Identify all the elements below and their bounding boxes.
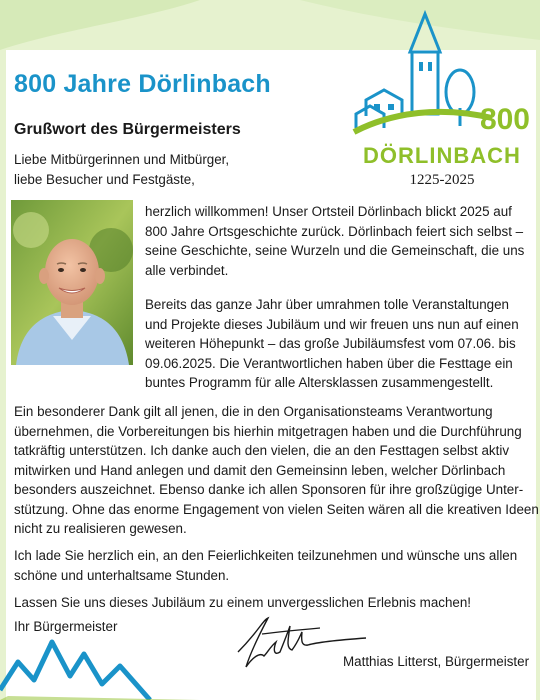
logo-years: 1225-2025 [409, 172, 475, 188]
text-line: 09.06.2025. Die Verantwortlichen haben über die Festtage ein [145, 355, 513, 371]
text-line: Bereits das ganze Jahr über umrahmen tolle Veranstaltungen [145, 297, 509, 312]
text-line: Ein besonderer Dank gilt all jenen, die in den Organisationsteams Verantwortung [14, 404, 493, 419]
text-line: nicht zu realisieren gewesen. [14, 521, 187, 536]
closing-phrase: Ihr Bürgermeister [14, 619, 118, 634]
text-line: weiteren Höhepunkt – das große Jubiläumsfest vom 07.06. bis [145, 336, 516, 351]
paragraph-thanks [14, 402, 539, 539]
text-line: stützung. Ohne das enorme Engagement von vielen Seiten wären all die kreativen Ideen [14, 501, 539, 517]
paragraph-welcome [145, 202, 524, 280]
text-line: und Projekte dieses Jubiläum und wir freuen uns nun auf einen [145, 316, 519, 332]
logo-number: 800 [479, 103, 530, 136]
text-line: alle verbindet. [145, 262, 229, 278]
text-line: buntes Programm für alle Altersklassen zusammengestellt. [145, 375, 494, 390]
letter-subtitle: Grußwort des Bürgermeisters [14, 121, 241, 138]
text-line: seine Geschichte, seine Wurzeln und die Gemeinschaft, die uns [145, 243, 525, 258]
text-line: mitwirken und Hand anlegen und damit den Gemeinsinn leben, welcher Dörlinbach [14, 462, 506, 478]
text-line: Ich lade Sie herzlich ein, an den Feierlichkeiten teilzunehmen und wünsche uns allen [14, 548, 518, 563]
page-title: 800 Jahre Dörlinbach [14, 70, 271, 98]
text-line: schöne und unterhaltsame Stunden. [14, 567, 230, 583]
doerlinbach-800-logo [352, 8, 532, 194]
text-line: herzlich willkommen! Unser Ortsteil Dörlinbach blickt 2025 auf [145, 204, 512, 219]
text-line: Lassen Sie uns dieses Jubiläum zu einem unvergesslichen Erlebnis machen! [14, 595, 472, 610]
greeting [14, 150, 229, 189]
text-line: tatkräftig unterstützen. Ich danke auch den vielen, die an den Festtagen selbst aktiv [14, 443, 510, 458]
text-line: 800 Jahre Ortsgeschichte zurück. Dörlinbach feiert sich selbst – [145, 223, 524, 239]
signer-name: Matthias Litterst, Bürgermeister [343, 654, 530, 669]
paragraph-closing-wish [14, 593, 471, 613]
text-line: übernehmen, die Vorbereitungen bis hierhin mitgetragen haben und die Durchführung [14, 423, 522, 439]
mountains-decoration [0, 620, 200, 700]
paragraph-events [145, 295, 519, 393]
greeting-line: Liebe Mitbürgerinnen und Mitbürger, [14, 152, 230, 167]
paragraph-invitation [14, 546, 517, 585]
text-line: besonders auszeichnet. Ebenso danke ich allen Sponsoren für ihre großzügige Unter- [14, 482, 524, 497]
greeting-line: liebe Besucher und Festgäste, [14, 171, 195, 187]
mayor-portrait-photo [11, 200, 133, 365]
logo-name: DÖRLINBACH [363, 143, 521, 168]
